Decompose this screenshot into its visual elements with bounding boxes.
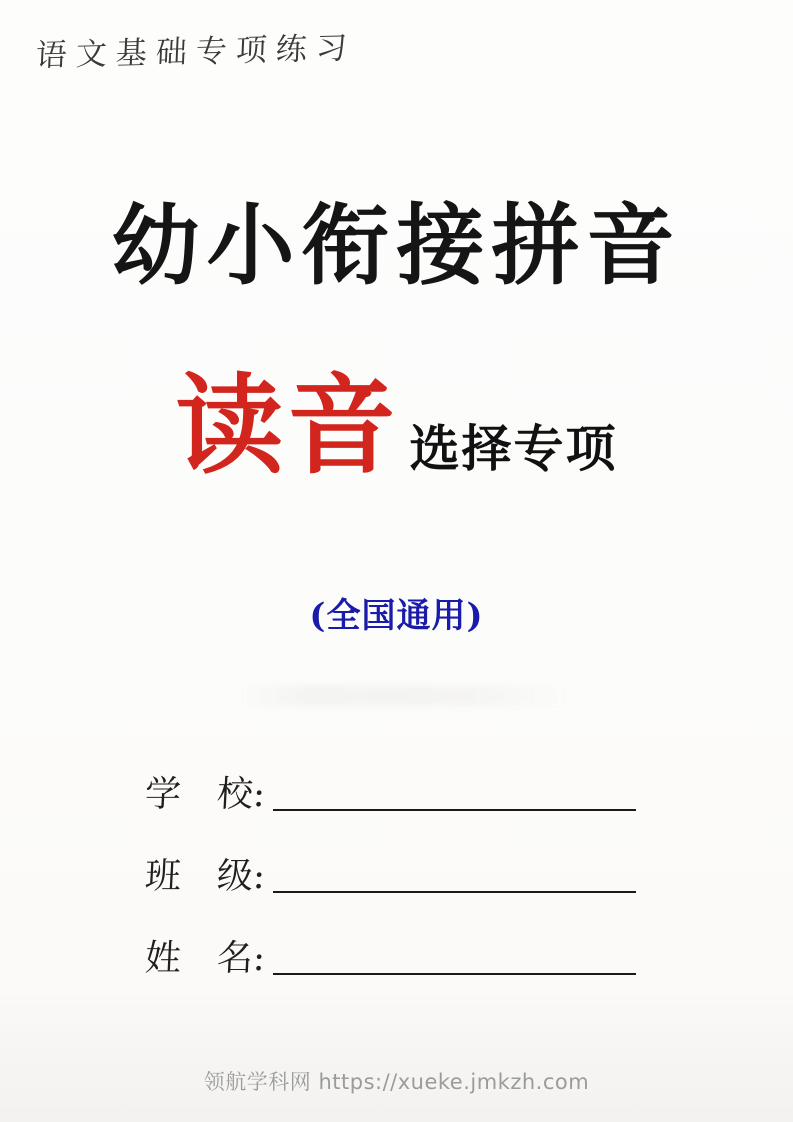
class-field-label: 班 级: (143, 856, 267, 898)
subtitle-highlight: 读音 (175, 363, 400, 489)
watermark-text: 领航学科网 https://xueke.jmkzh.com (203, 1070, 590, 1094)
school-field-label: 学 校: (143, 774, 267, 816)
name-blank-line (273, 973, 636, 975)
subtitle (0, 363, 793, 489)
name-field-row (145, 932, 636, 979)
school-field-row (145, 768, 636, 815)
series-label: 语文基础专项练习 (35, 30, 357, 74)
subtitle-rest: 选择专项 (409, 419, 618, 478)
name-field-label: 姓 名: (143, 938, 267, 980)
edition-note: (全国通用) (309, 596, 484, 636)
footer (0, 1066, 793, 1096)
school-blank-line (273, 809, 636, 811)
page-title: 幼小衔接拼音 (111, 193, 682, 297)
class-field-row (145, 850, 636, 897)
class-blank-line (273, 891, 636, 893)
student-info-form (145, 768, 636, 1014)
scan-smudge-artifact (240, 686, 570, 706)
